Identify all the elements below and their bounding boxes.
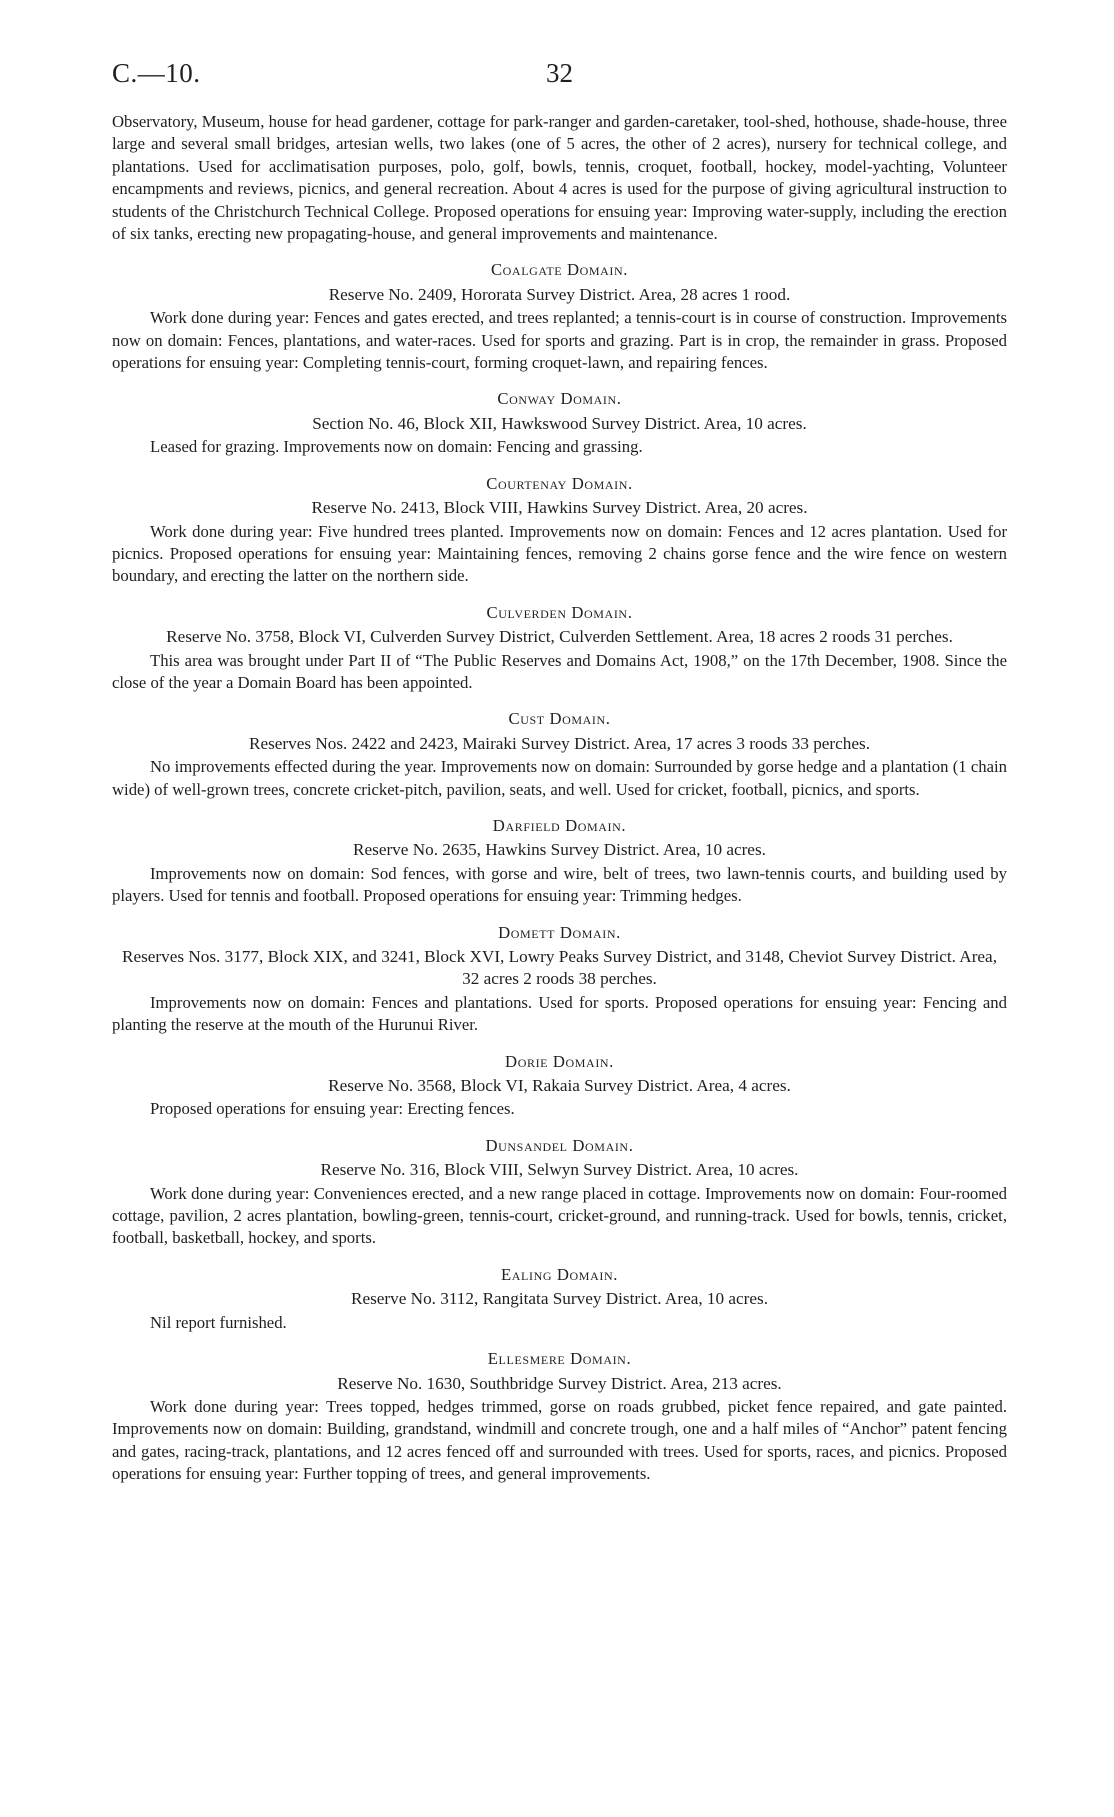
section-body: This area was brought under Part II of “The Public Reserves and Domains Act, 1908,” on the 17th December, 1908. Since the close of the year a Domain Board has been appointed.: [112, 650, 1007, 692]
section-heading: Conway Domain.: [497, 389, 622, 409]
section-reference: Reserve No. 1630, Southbridge Survey District. Area, 213 acres.: [337, 1373, 782, 1393]
section-reference: Reserve No. 3758, Block VI, Culverden Survey District, Culverden Settlement. Area, 18 acres 2 roods 31 perches.: [166, 627, 953, 647]
section-coalgate: [112, 259, 1007, 374]
page-content: [112, 111, 1007, 1486]
section-conway: [112, 388, 1007, 458]
section-reference: Reserve No. 2413, Block VIII, Hawkins Survey District. Area, 20 acres.: [311, 498, 808, 518]
intro-paragraph: Observatory, Museum, house for head gardener, cottage for park-ranger and garden-caretaker, tool-shed, hothouse, shade-house, three large and several small bridges, artesian wells, two lakes (one of 5 acres, the other of 2 acres), nursery for technical college, and plantations. Used for acclimatisation purposes, polo, golf, bowls, tennis, croquet, football, hockey, model-yachting, Volunteer encampments and reviews, picnics, and general recreation. About 4 acres is used for the purpose of giving agricultural instruction to students of the Christchurch Technical College. Proposed operations for ensuing year: Improving water-supply, including the erection of six tanks, erecting new propagating-house, and general improvements and maintenance.: [112, 112, 1007, 244]
section-heading: Ellesmere Domain.: [487, 1349, 632, 1369]
section-body: Work done during year: Fences and gates erected, and trees replanted; a tennis-court is in course of construction. Improvements now on domain: Fences, plantations, and water-races. Used for sports and grazing. Part is in crop, the remainder in grass. Proposed operations for ensuing year: Completing tennis-court, forming croquet-lawn, and repairing fences.: [112, 308, 1007, 373]
section-cust: [112, 708, 1007, 801]
section-heading: Dorie Domain.: [505, 1051, 614, 1071]
section-heading: Darfield Domain.: [492, 815, 627, 835]
section-heading: Coalgate Domain.: [490, 260, 629, 280]
page-number: 32: [546, 58, 573, 88]
section-heading: Courtenay Domain.: [486, 473, 633, 493]
section-body: Improvements now on domain: Sod fences, with gorse and wire, belt of trees, two lawn-tennis courts, and building used by players. Used for tennis and football. Proposed operations for ensuing year: Trimming hedges.: [112, 863, 1007, 906]
section-body: No improvements effected during the year. Improvements now on domain: Surrounded by gorse hedge and a plantation (1 chain wide) of well-grown trees, concrete cricket-pitch, pavilion, seats, and well. Used for cricket, football, picnics, and sports.: [112, 757, 1007, 799]
section-body: Leased for grazing. Improvements now on domain: Fencing and grassing.: [150, 437, 643, 457]
section-reference: Reserve No. 3568, Block VI, Rakaia Survey District. Area, 4 acres.: [328, 1076, 791, 1096]
section-dunsandel: [112, 1135, 1007, 1250]
section-reference: Reserve No. 3112, Rangitata Survey District. Area, 10 acres.: [351, 1289, 768, 1309]
section-body: Nil report furnished.: [150, 1312, 287, 1332]
running-header: [112, 58, 1007, 90]
section-reference: Reserve No. 2635, Hawkins Survey District. Area, 10 acres.: [353, 840, 766, 860]
section-reference: Reserves Nos. 2422 and 2423, Mairaki Survey District. Area, 17 acres 3 roods 33 perches.: [249, 733, 870, 753]
section-body: Work done during year: Conveniences erected, and a new range placed in cottage. Improvements now on domain: Four-roomed cottage, pavilion, 2 acres plantation, bowling-green, tennis-court, cricket-ground, and running-track. Used for bowls, tennis, cricket, football, basketball, hockey, and sports.: [112, 1183, 1007, 1248]
section-ealing: [112, 1264, 1007, 1334]
section-reference: Reserves Nos. 3177, Block XIX, and 3241, Block XVI, Lowry Peaks Survey District, and 3148, Cheviot Survey District. Area, 32 acres 2 roods 38 perches.: [121, 947, 997, 989]
section-culverden: [112, 602, 1007, 695]
section-heading: Dunsandel Domain.: [485, 1135, 634, 1155]
section-reference: Reserve No. 316, Block VIII, Selwyn Survey District. Area, 10 acres.: [320, 1160, 799, 1180]
section-heading: Domett Domain.: [498, 922, 621, 942]
section-reference: Reserve No. 2409, Hororata Survey District. Area, 28 acres 1 rood.: [328, 284, 791, 304]
section-courtenay: [112, 473, 1007, 588]
section-reference: Section No. 46, Block XII, Hawkswood Survey District. Area, 10 acres.: [312, 413, 807, 433]
section-ellesmere: [112, 1348, 1007, 1485]
section-body: Work done during year: Trees topped, hedges trimmed, gorse on roads grubbed, picket fence repaired, and gate painted. Improvements now on domain: Building, grandstand, windmill and concrete trough, one and a half miles of “Anchor” patent fencing and gates, racing-track, plantations, and 12 acres fenced off and surrounded with trees. Used for sports, races, and picnics. Proposed operations for ensuing year: Further topping of trees, and general improvements.: [112, 1396, 1007, 1484]
section-domett: [112, 922, 1007, 1037]
section-body: Work done during year: Five hundred trees planted. Improvements now on domain: Fences and 12 acres plantation. Used for picnics. Proposed operations for ensuing year: Maintaining fences, removing 2 chains gorse fence and the wire fence on western boundary, and erecting the latter on the northern side.: [112, 521, 1007, 586]
section-heading: Cust Domain.: [508, 709, 611, 729]
section-body: Proposed operations for ensuing year: Erecting fences.: [150, 1099, 515, 1119]
section-dorie: [112, 1051, 1007, 1121]
section-darfield: [112, 815, 1007, 908]
section-heading: Culverden Domain.: [486, 602, 633, 622]
document-code: C.—10.: [112, 58, 201, 88]
section-heading: Ealing Domain.: [501, 1264, 618, 1284]
section-body: Improvements now on domain: Fences and plantations. Used for sports. Proposed operations for ensuing year: Fencing and planting the reserve at the mouth of the Hurunui River.: [112, 992, 1007, 1035]
